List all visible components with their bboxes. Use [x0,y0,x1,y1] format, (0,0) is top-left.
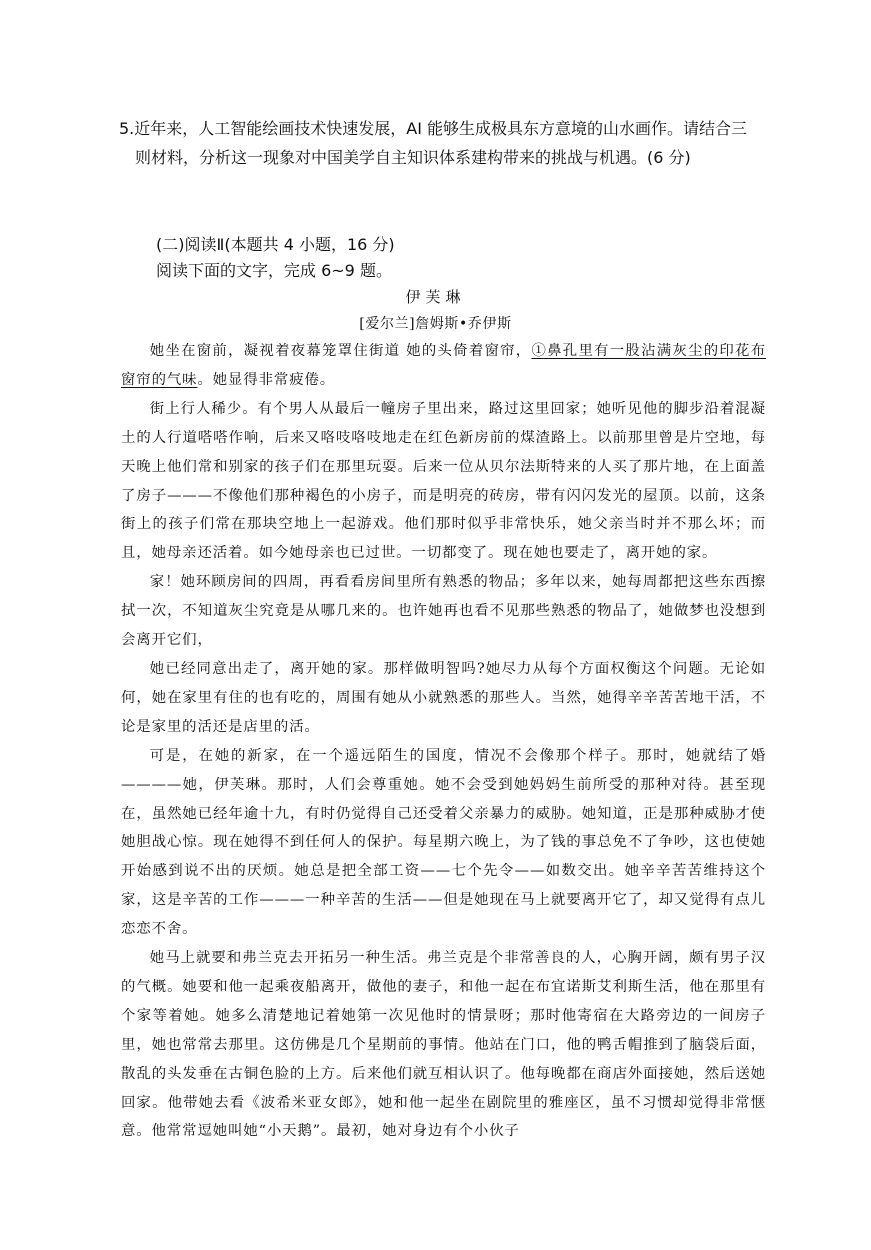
section-header [156,232,395,284]
story-title: 伊芙琳 [405,288,466,306]
question-5-line-2: 则材料，分析这一现象对中国美学自主知识体系建构带来的挑战与机遇。(6 分) [135,148,691,167]
paragraph-1 [121,337,766,395]
paragraph-1-start: 她坐在窗前，凝视着夜幕笼罩住街道 她的头倚着窗帘， [149,343,532,359]
question-5-line-1: 5.近年来，人工智能绘画技术快速发展，AI 能够生成极具东方意境的山水画作。请结合三 [119,119,748,138]
paragraph-1-end: 。她显得非常疲倦。 [197,371,336,388]
section-heading: (二)阅读Ⅱ(本题共 4 小题，16 分) [156,235,395,254]
paragraph-2: 街上行人稀少。有个男人从最后一幢房子里出来，路过这里回家；她听见他的脚步沿着混凝土的人行道嗒嗒作响，后来又咯吱咯吱地走在红色新房前的煤渣路上。以前那里曾是片空地，每天晚上他们常和别家的孩子们在那里玩耍。后来一位从贝尔法斯特来的人买了那片地，在上面盖了房子———不像他们那种褐色的小房子，而是明亮的砖房，带有闪闪发光的屋顶。以前，这条街上的孩子们常在那块空地上一起游戏。他们那时似乎非常快乐，她父亲当时并不那么坏；而且，她母亲还活着。如今她母亲也已过世。一切都变了。现在她也要走了，离开她的家。 [121,400,766,562]
story-body [121,337,766,1146]
section-instruction: 阅读下面的文字，完成 6~9 题。 [156,261,392,280]
question-5 [119,114,769,172]
story-author: [爱尔兰]詹姆斯•乔伊斯 [359,316,512,332]
paragraph-4: 她已经同意出走了，离开她的家。那样做明智吗?她尽力从每个方面权衡这个问题。无论如何，她在家里有住的也有吃的，周围有她从小就熟悉的那些人。当然，她得辛辛苦苦地干活，不论是家里的活还是店里的活。 [121,660,766,735]
paragraph-6: 她马上就要和弗兰克去开拓另一种生活。弗兰克是个非常善良的人，心胸开阔，颇有男子汉的气概。她要和他一起乘夜船离开，做他的妻子，和他一起在布宜诺斯艾利斯生活，他在那里有个家等着她。她多么清楚地记着她第一次见他时的情景呀；那时他寄宿在大路旁边的一间房子里，她也常常去那里。这仿佛是几个星期前的事情。他站在门口，他的鸭舌帽推到了脑袋后面，散乱的头发垂在古铜色脸的上方。后来他们就互相认识了。他每晚都在商店外面接她，然后送她回家。他带她去看《波希米亚女郎》，她和他一起坐在剧院里的雅座区，虽不习惯却觉得非常惬意。他常常逗她叫她“小天鹅”。最初，她对身边有个小伙子 [121,950,766,1140]
paragraph-3: 家！她环顾房间的四周，再看看房间里所有熟悉的物品；多年以来，她每周都把这些东西擦拭一次，不知道灰尘究竟是从哪几来的。也许她再也看不见那些熟悉的物品了，她做梦也没想到会离开它们， [121,574,766,649]
underlined-sentence-1: ①鼻孔里有一股沾满灰尘的印花布窗帘的气味 [121,343,766,388]
paragraph-5: 可是，在她的新家，在一个遥远陌生的国度，情况不会像那个样子。那时，她就结了婚————她，伊芙琳。那时，人们会尊重她。她不会受到她妈妈生前所受的那种对待。甚至现在，虽然她已经年逾十九，有时仍觉得自己还受着父亲暴力的威胁。她知道，正是那种威胁才使她胆战心惊。现在她得不到任何人的保护。每星期六晚上，为了钱的事总免不了争吵，这也使她开始感到说不出的厌烦。她总是把全部工资——七个先令——如数交出。她辛辛苦苦维持这个家，这是辛苦的工作———一种辛苦的生活——但是她现在马上就要离开它了，却又觉得有点儿恋恋不舍。 [121,747,766,938]
